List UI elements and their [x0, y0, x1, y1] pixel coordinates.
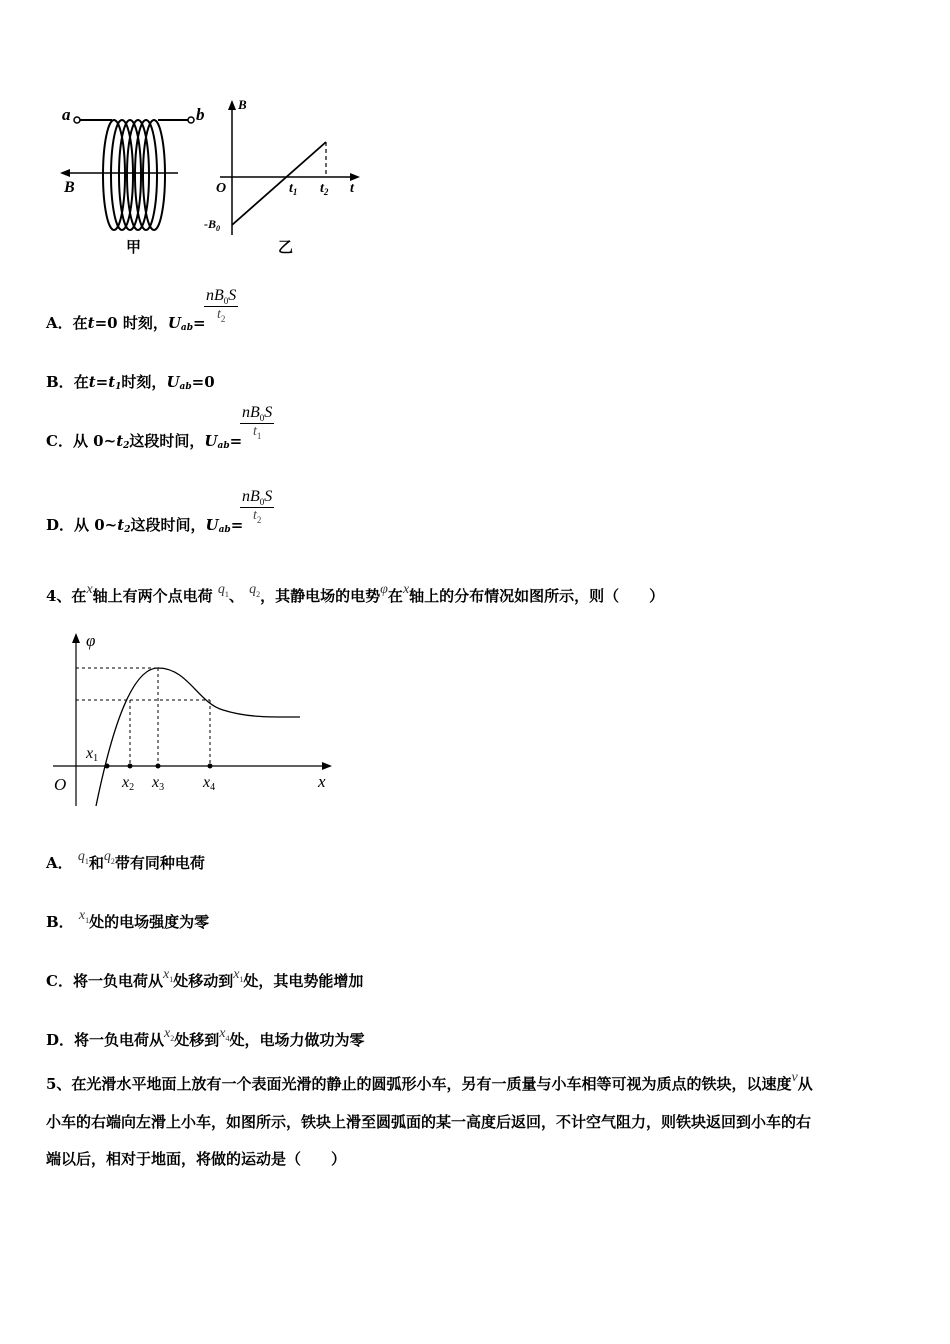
q5-line-2: 小车的右端向左滑上小车，如图所示，铁块上滑至圆弧面的某一高度后返回，不计空气阻力，则铁块返回到小车的右	[46, 1113, 812, 1131]
q4-graph-x4-label: x4	[203, 774, 216, 793]
bt-t2-label: $t_2$	[320, 181, 329, 197]
q3-option-b: B．在$t=t_1$时刻，$U_{ab}=0$	[46, 373, 215, 392]
coil-caption: 甲	[126, 240, 142, 256]
q4-stem: 4、在x轴上有两个点电荷 $q_1$、 $q_2$，其静电场的电势φ在x轴上的分布情况如图所示，则（ ）	[46, 582, 665, 605]
q3-option-d: D．从 $0\sim t_2$这段时间，$U_{ab}=$	[46, 516, 244, 535]
coil-label-a: a	[62, 105, 71, 124]
coil-label-B: B	[64, 179, 75, 196]
q4-graph-x-label: x	[318, 772, 326, 791]
bt-axis-B-label: B	[238, 97, 247, 112]
q4-point-x2	[128, 764, 133, 769]
q3-option-c-fraction: $\frac{nB_0S}{t_1}$	[242, 404, 273, 441]
q4-option-c: C．将一负电荷从$x_1$处移动到$x_1$处，其电势能增加	[46, 967, 364, 990]
bt-axis-t-label: t	[350, 181, 354, 196]
figure-coil-and-bt-graph	[50, 95, 370, 260]
q5-stem	[46, 1066, 916, 1178]
q4-option-b: B． $x_1$处的电场强度为零	[46, 908, 210, 931]
q3-option-a-fraction: $\frac{nB_0S}{t_2}$	[206, 287, 237, 324]
q4-graph-x2-label: x2	[122, 774, 135, 793]
q5-line-1: 5、在光滑水平地面上放有一个表面光滑的静止的圆弧形小车，另有一质量与小车相等可视为质点的铁块，以速度v从	[46, 1070, 813, 1093]
coil-label-b: b	[196, 105, 205, 124]
q4-potential-graph	[48, 628, 348, 813]
q4-graph-x3-label: x3	[152, 774, 165, 793]
q4-graph-origin-label: O	[54, 775, 67, 794]
q4-graph-x1-label: x1	[86, 745, 99, 764]
q3-option-c: C．从 $0\sim t_2$这段时间，$U_{ab}=$	[46, 432, 243, 451]
bt-caption: 乙	[278, 240, 294, 256]
q4-point-x1	[105, 764, 110, 769]
q4-option-a: A． $q_1$和$q_2$带有同种电荷	[46, 849, 205, 872]
q4-point-x4	[208, 764, 213, 769]
bt-negB0-label: $-B_0$	[204, 217, 220, 233]
q5-line-3: 端以后，相对于地面，将做的运动是（ ）	[46, 1150, 347, 1168]
q4-graph-phi-label: φ	[86, 631, 96, 650]
q4-point-x3	[156, 764, 161, 769]
q3-option-d-fraction: $\frac{nB_0S}{t_2}$	[242, 488, 273, 525]
bt-t1-label: $t_1$	[289, 181, 298, 197]
q3-option-a: A．在t=0 时刻，$U_{ab}=$	[46, 314, 206, 333]
coil-diagram	[60, 117, 194, 230]
bt-origin-label: O	[216, 181, 227, 196]
q4-option-d: D．将一负电荷从$x_2$处移到$x_4$处，电场力做功为零	[46, 1026, 365, 1049]
bt-graph	[220, 100, 360, 235]
